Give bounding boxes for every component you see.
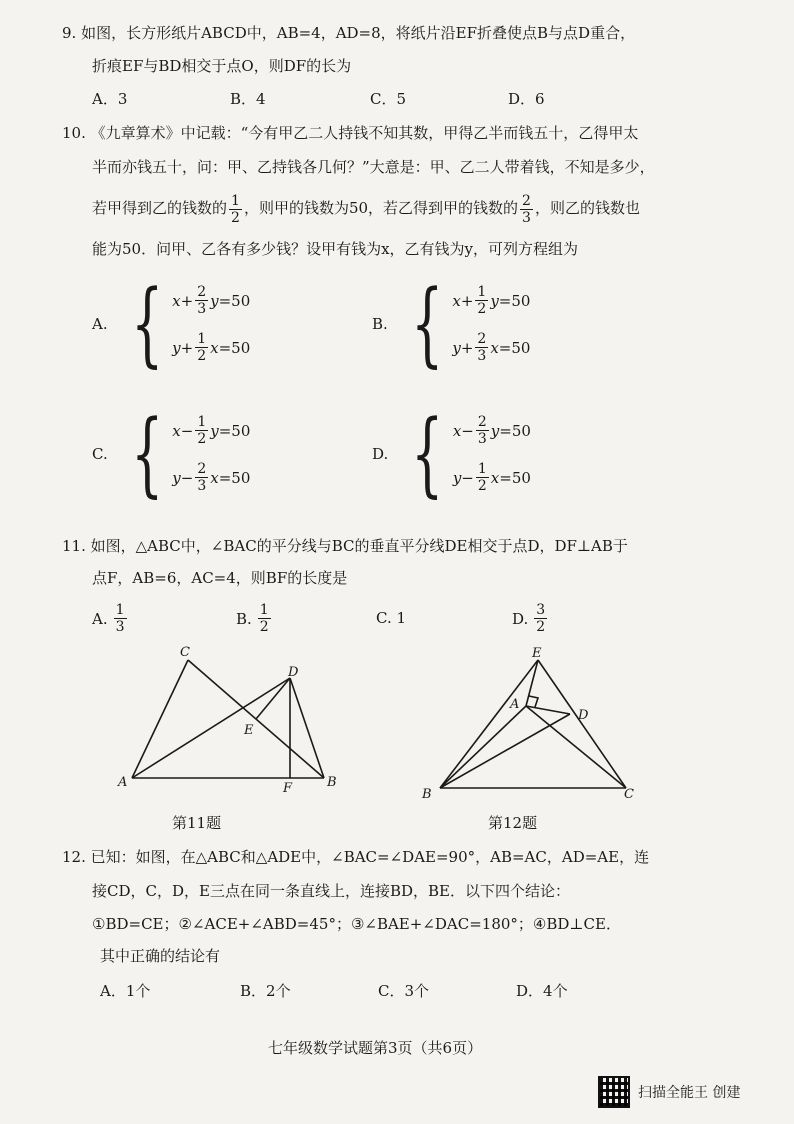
- q9-option-b: B．4: [230, 90, 266, 108]
- brace-icon: {: [130, 400, 164, 507]
- fig12-point-d: D: [578, 708, 589, 723]
- fig12-point-b: B: [422, 787, 432, 802]
- q9-line2: 折痕EF与BD相交于点O，则DF的长为: [92, 57, 352, 75]
- q11-option-d: D. $\frac{3}{2}$: [512, 602, 546, 635]
- fig12-segment-ad: [526, 706, 570, 714]
- fig12-point-e: E: [532, 646, 542, 661]
- q9-text1: 如图，长方形纸片ABCD中，AB=4，AD=8，将纸片沿EF折叠使点B与点D重合，: [81, 24, 636, 42]
- q11-line1: [62, 535, 628, 557]
- figure-12: [412, 640, 652, 805]
- q12-option-d: D．4个: [516, 982, 568, 1000]
- q12-number: 12.: [62, 848, 86, 866]
- q12-line4: 其中正确的结论有: [100, 947, 221, 965]
- q12-option-b: B．2个: [240, 982, 291, 1000]
- page-footer: 七年级数学试题第3页（共6页）: [268, 1039, 483, 1057]
- fig11-point-c: C: [180, 645, 190, 660]
- q11-number: 11.: [62, 537, 86, 555]
- q10-frac1: [229, 193, 242, 226]
- figure-12-caption: 第12题: [488, 814, 538, 832]
- q11-line2: 点F，AB=6，AC=4，则BF的长度是: [92, 569, 348, 587]
- q11-option-c: C. 1: [376, 609, 407, 627]
- brace-icon: {: [411, 400, 444, 507]
- q10-option-b-equations: x + $\frac{1}{2}$ y =50 y + $\frac{2}{3}$ x =50: [452, 284, 531, 364]
- q9-option-d: D．6: [508, 90, 545, 108]
- q12-option-a: A．1个: [100, 982, 151, 1000]
- fig11-point-d: D: [288, 665, 299, 680]
- q10-option-c-equations: x − $\frac{1}{2}$ y =50 y − $\frac{2}{3}$ x =50: [172, 414, 251, 494]
- q10-option-a-label: A.: [92, 315, 108, 333]
- fig12-point-a: A: [510, 697, 520, 712]
- q12-option-c: C．3个: [378, 982, 430, 1000]
- figure-11-caption: 第11题: [172, 814, 222, 832]
- q10-frac1-num: 1: [231, 192, 240, 209]
- q10-text3a: 若甲得到乙的钱数的: [92, 199, 228, 217]
- q10-line1: [62, 122, 638, 144]
- q10-frac2: [520, 193, 533, 226]
- fig11-segment-de: [256, 678, 290, 719]
- q10-line3: [92, 188, 640, 228]
- q10-option-a-equations: x + $\frac{2}{3}$ y =50 y + $\frac{1}{2}$ x =50: [172, 284, 251, 364]
- q12-line3: ①BD=CE；②∠ACE+∠ABD=45°；③∠BAE+∠DAC=180°；④BD⊥CE．: [92, 915, 621, 933]
- brace-icon: {: [130, 270, 163, 377]
- fig11-point-a: A: [118, 775, 128, 790]
- fig11-point-f: F: [283, 781, 293, 796]
- q10-option-b-label: B.: [372, 315, 388, 333]
- figure-11: [110, 640, 350, 800]
- fig12-right-angle-mark: [529, 696, 538, 707]
- q10-option-c-label: C.: [92, 445, 108, 463]
- fig12-segment-ac: [526, 706, 626, 788]
- q9-number: 9.: [62, 24, 77, 42]
- q9-option-c: C．5: [370, 90, 407, 108]
- q11-option-b: B. $\frac{1}{2}$: [236, 602, 269, 635]
- q10-number: 10.: [62, 124, 86, 142]
- scanner-label: 扫描全能王 创建: [638, 1085, 741, 1101]
- q12-text1: 已知：如图，在△ABC和△ADE中，∠BAC=∠DAE=90°，AB=AC，AD=AE，连: [90, 848, 650, 866]
- q12-line1: [62, 846, 649, 868]
- q10-text3c: ，则乙的钱数也: [534, 199, 640, 217]
- fig11-point-e: E: [244, 723, 254, 738]
- q10-option-c: [92, 400, 251, 507]
- q10-frac2-num: 2: [522, 192, 531, 209]
- q10-text3b: ，则甲的钱数为50，若乙得到甲的钱数的: [243, 199, 519, 217]
- q10-frac1-den: 2: [231, 209, 240, 226]
- q9-option-a: A．3: [92, 90, 128, 108]
- q10-option-d-label: D.: [372, 445, 389, 463]
- q10-option-b: [372, 270, 531, 377]
- fig12-segment-be: [440, 660, 538, 788]
- q11-text1: 如图，△ABC中，∠BAC的平分线与BC的垂直平分线DE相交于点D，DF⊥AB于: [90, 537, 628, 555]
- q10-line4: 能为50．问甲、乙各有多少钱？设甲有钱为x，乙有钱为y，可列方程组为: [92, 240, 579, 258]
- brace-icon: {: [410, 270, 444, 377]
- q10-text1: 《九章算术》中记载：“今有甲乙二人持钱不知其数，甲得乙半而钱五十，乙得甲太: [90, 124, 639, 142]
- q11-option-a: A. $\frac{1}{3}$: [92, 602, 125, 635]
- fig11-point-b: B: [327, 775, 337, 790]
- qr-code-icon: [598, 1076, 630, 1108]
- q10-line2: 半而亦钱五十，问：甲、乙持钱各几何？”大意是：甲、乙二人带着钱，不知是多少，: [92, 158, 655, 176]
- q12-line2: 接CD，C，D，E三点在同一条直线上，连接BD，BE．以下四个结论：: [92, 882, 570, 900]
- q10-frac2-den: 3: [522, 209, 531, 226]
- q9-line1: [62, 22, 635, 44]
- fig12-point-c: C: [624, 787, 634, 802]
- q10-option-d: [372, 400, 531, 507]
- q10-option-d-equations: x − $\frac{2}{3}$ y =50 y − $\frac{1}{2}$ x =50: [452, 414, 531, 494]
- scanner-watermark: [598, 1076, 740, 1108]
- q10-option-a: [92, 270, 251, 377]
